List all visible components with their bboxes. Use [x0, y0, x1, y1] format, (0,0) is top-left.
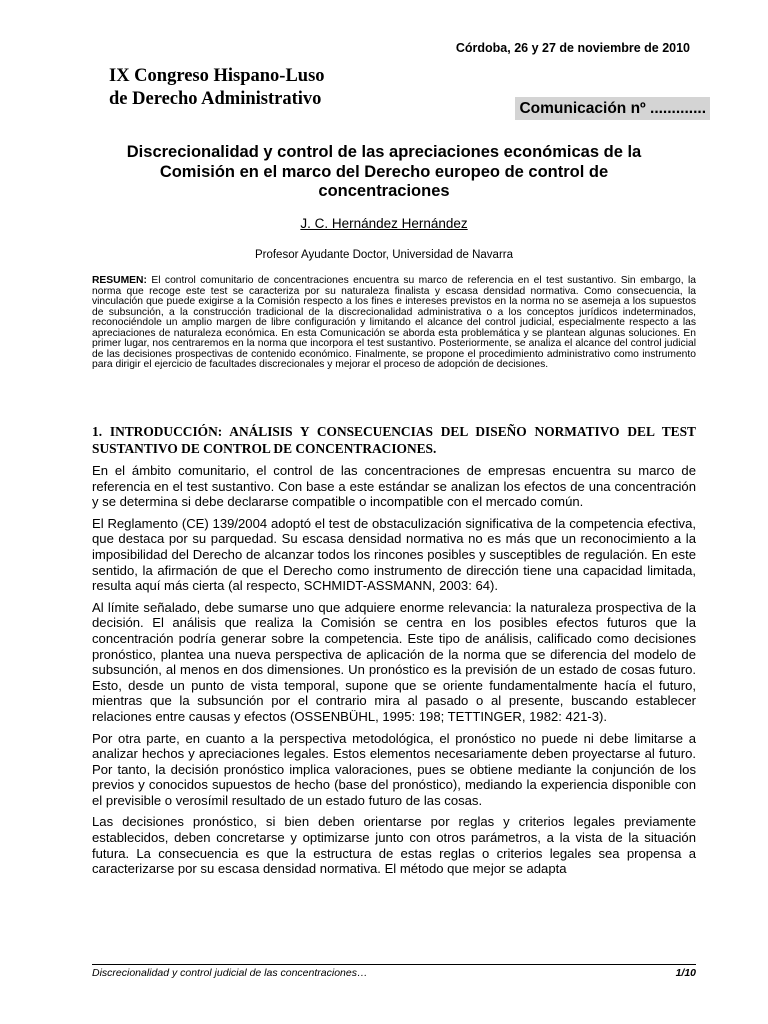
abstract-text: El control comunitario de concentraciones encuentra su marco de referencia en el test sustantivo. Sin embargo, la norma que recoge este test se caracteriza por su naturaleza finalista y escasa densidad normativa. Como consecuencia, la vinculación que puede exigirse a la Comisión respecto a los fines e intereses previstos en la norma no se asemeja a los supuestos de subsunción, a la construcción tradicional de la discrecionalidad administrativa o a los conceptos jurídicos indeterminados, reconociéndole un amplio margen de libre configuración y limitando el alcance del control judicial, especialmente respecto a las apreciaciones de naturaleza económica. En esta Comunicación se aborda esta problemática y se plantean algunas soluciones. En primer lugar, nos centraremos en la norma que incorpora el test sustantivo. Posteriormente, se analiza el alcance del control judicial de las decisiones prospectivas de contenido económico. Finalmente, se propone el procedimiento administrativo como instrumento para dirigir el ejercicio de facultades discrecionales y mejorar el proceso de adopción de decisiones. — [92, 275, 696, 370]
section-heading: 1. INTRODUCCIÓN: ANÁLISIS Y CONSECUENCIAS DEL DISEÑO NORMATIVO DEL TEST SUSTANTIVO DE CONTROL DE CONCENTRACIONES. — [92, 424, 696, 456]
body-text — [92, 463, 696, 883]
footer-divider — [92, 964, 696, 965]
communication-number-box: Comunicación nº ............. — [515, 97, 710, 120]
page-number: 1/10 — [675, 967, 696, 979]
abstract — [92, 276, 696, 371]
body-paragraph: En el ámbito comunitario, el control de las concentraciones de empresas encuentra su marco de referencia en el test sustantivo. Con base a este estándar se analizan los efectos de una concentración y se determina si debe declararse compatible o incompatible con el mercado común. — [92, 463, 696, 510]
author-affiliation: Profesor Ayudante Doctor, Universidad de Navarra — [254, 249, 514, 261]
body-paragraph: Las decisiones pronóstico, si bien deben orientarse por reglas y criterios legales previamente establecidos, deben concretarse y optimizarse junto con otros parámetros, a la vista de la situación futura. La consecuencia es que la estructura de estas reglas o criterios legales sea propensa a caracterizarse por su escasa densidad normativa. El método que mejor se adapta — [92, 814, 696, 877]
footer-running-title: Discrecionalidad y control judicial de las concentraciones… — [92, 967, 368, 979]
congress-name-line-1: IX Congreso Hispano-Luso — [109, 66, 325, 86]
conference-date: Córdoba, 26 y 27 de noviembre de 2010 — [455, 41, 690, 55]
body-paragraph: Por otra parte, en cuanto a la perspectiva metodológica, el pronóstico no puede ni debe limitarse a analizar hechos y apreciaciones legales. Estos elementos necesariamente deben proyectarse al futuro. Por tanto, la decisión pronóstico implica valoraciones, pues se obtiene mediante la conjunción de los previos y conocidos supuestos de hecho (base del pronóstico), mediando la experiencia disponible con el previsible o verosímil resultado de un estado futuro de las cosas. — [92, 730, 696, 808]
congress-name — [109, 65, 325, 111]
body-paragraph: Al límite señalado, debe sumarse uno que adquiere enorme relevancia: la naturaleza prospectiva de la decisión. El análisis que realiza la Comisión se centra en los posibles efectos futuros que la concentración podría generar sobre la competencia. Este tipo de análisis, calificado como decisiones pronóstico, plantea una nueva perspectiva de aplicación de la norma que se diferencia del modelo de subsunción, al menos en dos dimensiones. Un pronóstico es la previsión de un estado de cosas futuro. Esto, desde un punto de vista temporal, supone que se oriente fundamentalmente hacía el futuro, mientras que la subsunción por el contrario mira al pasado o al presente, buscando establecer relaciones entre causas y efectos (OSSENBÜHL, 1995: 198; TETTINGER, 1982: 421-3). — [92, 599, 696, 724]
abstract-label: RESUMEN: — [92, 275, 147, 286]
paper-title: Discrecionalidad y control de las apreciaciones económicas de la Comisión en el marco del Derecho europeo de control de concentraciones — [126, 143, 642, 200]
body-paragraph: El Reglamento (CE) 139/2004 adoptó el test de obstaculización significativa de la competencia efectiva, que destaca por su parquedad. Su escasa densidad normativa no es más que un reconocimiento a la imposibilidad del Derecho de alcanzar todos los rincones posibles y susceptibles de regulación. En este sentido, la afirmación de que el Derecho como instrumento de dirección tiene una capacidad limitada, resulta aquí más cierta (al respecto, SCHMIDT-ASSMANN, 2003: 64). — [92, 515, 696, 594]
author-name: J. C. Hernández Hernández — [300, 216, 468, 231]
congress-name-line-2: de Derecho Administrativo — [109, 89, 322, 109]
